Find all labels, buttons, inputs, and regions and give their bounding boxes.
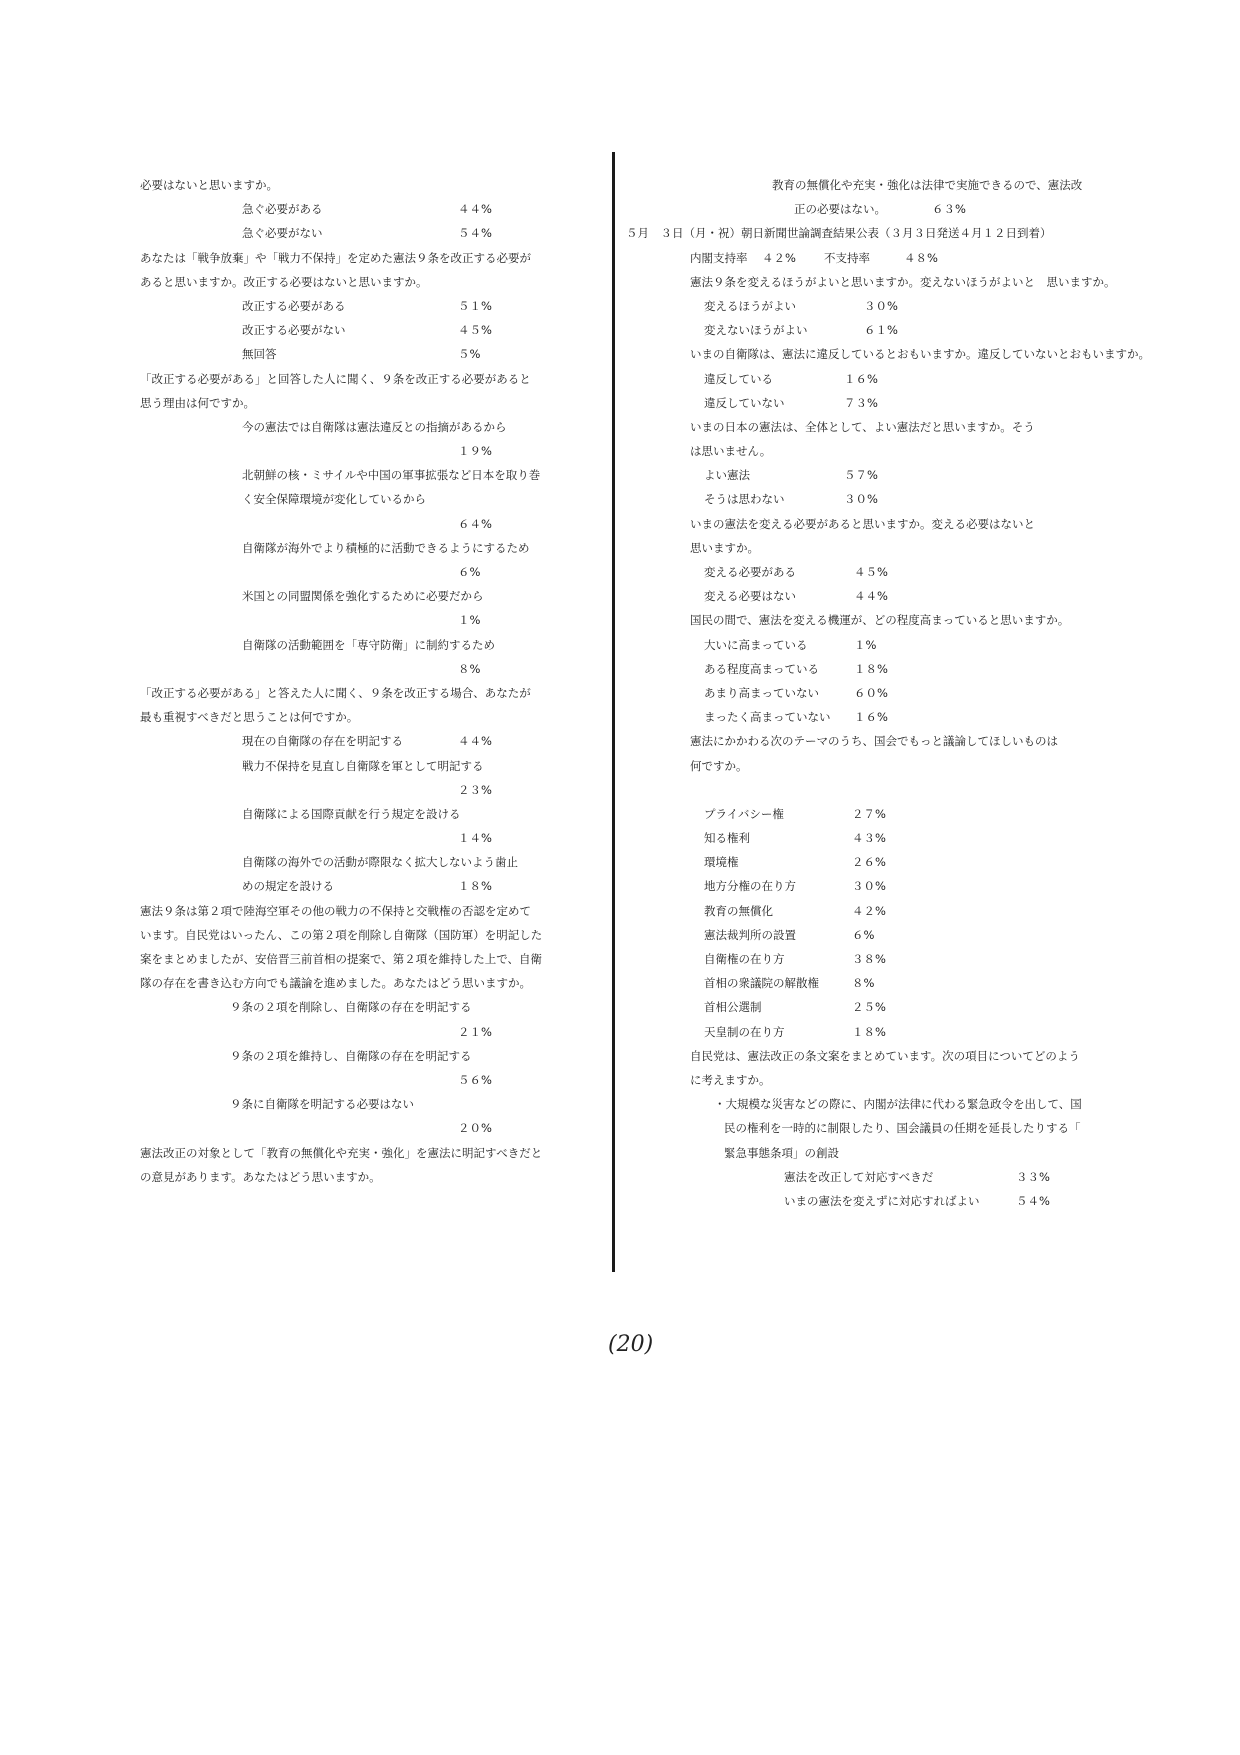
- question-text: いまの自衛隊は、憲法に違反しているとおもいますか。違反していないとおもいますか。: [690, 347, 1150, 362]
- answer-row: [632, 197, 1182, 221]
- answer-label: 憲法裁判所の設置: [704, 927, 796, 942]
- answer-row: [632, 802, 1182, 826]
- answer-percent: ５%: [458, 347, 481, 362]
- answer-row: [140, 318, 610, 342]
- answer-label: 不支持率: [824, 250, 870, 265]
- answer-label: 改正する必要がない: [242, 323, 346, 338]
- answer-percent: ６０%: [854, 685, 888, 700]
- item-text: ・大規模な災害などの際に、内閣が法律に代わる緊急政令を出して、国: [714, 1097, 1082, 1112]
- answer-percent: ６１%: [864, 323, 898, 338]
- question-text: 必要はないと思いますか。: [140, 178, 278, 192]
- question-text: の意見があります。あなたはどう思いますか。: [140, 1169, 381, 1184]
- answer-percent: ５４%: [458, 226, 492, 241]
- answer-label: 無回答: [242, 347, 277, 362]
- answer-label: ９条に自衛隊を明記する必要はない: [230, 1097, 414, 1112]
- answer-label: 自衛権の在り方: [704, 952, 785, 966]
- answer-label: あまり高まっていない: [704, 685, 819, 700]
- answer-percent: １４%: [458, 831, 492, 846]
- answer-percent: １%: [458, 613, 481, 628]
- answer-percent: １６%: [854, 710, 888, 725]
- answer-percent: ３３%: [1016, 1169, 1050, 1184]
- question-text: 思う理由は何ですか。: [140, 395, 255, 410]
- answer-label: よい憲法: [704, 468, 750, 483]
- question-text: に考えますか。: [690, 1072, 771, 1087]
- answer-percent: ２５%: [852, 1000, 886, 1015]
- answer-percent: ３０%: [864, 298, 898, 313]
- answer-label: 急ぐ必要がある: [242, 202, 323, 217]
- answer-label: 自衛隊が海外でより積極的に活動できるようにするため: [242, 540, 530, 555]
- answer-percent: ５１%: [458, 298, 492, 313]
- answer-percent: ５７%: [844, 468, 878, 483]
- answer-row: [632, 584, 1182, 608]
- answer-label: 大いに高まっている: [704, 637, 808, 652]
- answer-percent: ４２%: [762, 250, 796, 265]
- question-text: 国民の間で、憲法を変える機運が、どの程度高まっていると思いますか。: [690, 613, 1070, 628]
- answer-percent: ８%: [458, 661, 481, 676]
- answer-row: [140, 197, 610, 221]
- answer-percent: ３８%: [852, 952, 886, 966]
- answer-percent: ２０%: [458, 1121, 492, 1136]
- answer-percent: ４４%: [458, 202, 492, 217]
- answer-label: めの規定を設ける: [242, 879, 334, 894]
- answer-label: 正の必要はない。: [794, 202, 886, 217]
- answer-row: [632, 923, 1182, 947]
- answer-percent: １９%: [458, 444, 492, 459]
- answer-percent: ３０%: [852, 879, 886, 894]
- answer-percent: ５６%: [458, 1072, 492, 1087]
- answer-label: 変える必要がある: [704, 565, 796, 579]
- answer-label: 教育の無償化: [704, 903, 773, 918]
- item-text: 民の権利を一時的に制限したり、国会議員の任期を延長したりする「: [724, 1121, 1081, 1136]
- answer-label: 地方分権の在り方: [704, 879, 796, 894]
- question-text: 何ですか。: [690, 758, 748, 773]
- answer-percent: ４２%: [852, 903, 886, 918]
- answer-label: そうは思わない: [704, 492, 785, 507]
- question-text: あなたは「戦争放棄」や「戦力不保持」を定めた憲法９条を改正する必要が: [140, 250, 531, 265]
- answer-row: [632, 318, 1182, 342]
- answer-row: [632, 391, 1182, 415]
- answer-label: 違反している: [704, 371, 773, 386]
- cabinet-row: [632, 246, 1182, 270]
- answer-percent: ６３%: [932, 202, 966, 217]
- answer-label: く安全保障環境が変化しているから: [242, 492, 426, 507]
- answer-percent: ６４%: [458, 516, 492, 531]
- answer-label: 現在の自衛隊の存在を明記する: [242, 734, 403, 749]
- answer-row: [632, 826, 1182, 850]
- answer-row: [632, 971, 1182, 995]
- answer-row: [632, 1165, 1182, 1189]
- answer-row: [632, 463, 1182, 487]
- answer-percent: ４５%: [854, 565, 888, 579]
- answer-percent: ４４%: [458, 734, 492, 749]
- answer-percent: １８%: [854, 661, 888, 676]
- answer-label: ある程度高まっている: [704, 661, 819, 676]
- question-text: は思いません。: [690, 444, 772, 459]
- spacer: [632, 778, 1182, 802]
- answer-row: [632, 899, 1182, 923]
- answer-label: まったく高まっていない: [704, 710, 831, 725]
- answer-row: [632, 657, 1182, 681]
- answer-label: 急ぐ必要がない: [242, 226, 323, 241]
- answer-label: プライバシー権: [704, 806, 784, 821]
- answer-percent: ２１%: [458, 1024, 492, 1039]
- answer-label: 憲法を改正して対応すべきだ: [784, 1169, 934, 1184]
- question-text: あると思いますか。改正する必要はないと思いますか。: [140, 274, 428, 289]
- answer-row: [632, 705, 1182, 729]
- answer-percent: ６%: [458, 565, 481, 579]
- answer-label: 自衛隊による国際貢献を行う規定を設ける: [242, 806, 461, 821]
- question-text: いまの憲法を変える必要があると思いますか。変える必要はないと: [690, 516, 1035, 531]
- answer-percent: ２６%: [852, 855, 886, 870]
- answer-label: 変えるほうがよい: [704, 298, 796, 313]
- answer-label: 教育の無償化や充実・強化は法律で実施できるので、憲法改: [772, 178, 1083, 192]
- answer-percent: ６%: [852, 927, 875, 942]
- answer-row: [632, 1189, 1182, 1213]
- question-text: 「改正する必要がある」と答えた人に聞く、９条を改正する場合、あなたが: [140, 685, 531, 700]
- answer-percent: ４５%: [458, 323, 492, 338]
- answer-row: [140, 221, 610, 245]
- answer-label: 改正する必要がある: [242, 298, 346, 313]
- question-text: 最も重視すべきだと思うことは何ですか。: [140, 710, 359, 725]
- answer-label: いまの憲法を変えずに対応すればよい: [784, 1193, 980, 1208]
- answer-percent: １８%: [458, 879, 492, 894]
- answer-row: [632, 995, 1182, 1019]
- answer-label: 自衛隊の活動範囲を「専守防衛」に制約するため: [242, 637, 495, 652]
- item-text: 緊急事態条項」の創設: [724, 1145, 839, 1160]
- answer-label: 米国との同盟関係を強化するために必要だから: [242, 589, 484, 604]
- answer-percent: ７３%: [844, 395, 878, 410]
- left-column: [140, 173, 610, 1189]
- answer-row: [632, 947, 1182, 971]
- answer-label: 戦力不保持を見直し自衛隊を軍として明記する: [242, 758, 484, 773]
- answer-percent: ５４%: [1016, 1193, 1050, 1208]
- answer-row: [632, 367, 1182, 391]
- question-text: 「改正する必要がある」と回答した人に聞く、９条を改正する必要があると: [140, 371, 531, 386]
- answer-label: 知る権利: [704, 831, 750, 846]
- answer-label: 違反していない: [704, 395, 785, 410]
- answer-percent: １６%: [844, 371, 878, 386]
- answer-row: [632, 850, 1182, 874]
- question-text: 憲法改正の対象として「教育の無償化や充実・強化」を憲法に明記すべきだと: [140, 1145, 543, 1160]
- answer-label: 自衛隊の海外での活動が際限なく拡大しないよう歯止: [242, 855, 518, 870]
- question-text: います。自民党はいったん、この第２項を削除し自衛隊（国防軍）を明記した: [140, 927, 543, 942]
- page-number: (20): [608, 1332, 654, 1357]
- answer-label: 変える必要はない: [704, 589, 796, 604]
- answer-percent: ３０%: [844, 492, 878, 507]
- question-text: 憲法９条を変えるほうがよいと思いますか。変えないほうがよいと 思いますか。: [690, 274, 1116, 289]
- answer-percent: ２７%: [852, 806, 886, 821]
- answer-row: [632, 294, 1182, 318]
- answer-row: [632, 633, 1182, 657]
- column-divider: [612, 152, 615, 1272]
- question-text: いまの日本の憲法は、全体として、よい憲法だと思いますか。そう: [690, 419, 1035, 434]
- answer-row: [632, 681, 1182, 705]
- answer-label: 北朝鮮の核・ミサイルや中国の軍事拡張など日本を取り巻: [242, 468, 541, 483]
- answer-label: 内閣支持率: [690, 250, 748, 265]
- answer-row: [632, 874, 1182, 898]
- answer-label: 変えないほうがよい: [704, 323, 808, 338]
- answer-percent: ４８%: [904, 250, 938, 265]
- answer-row: [140, 342, 610, 366]
- answer-label: ９条の２項を維持し、自衛隊の存在を明記する: [230, 1048, 472, 1063]
- answer-row: [140, 294, 610, 318]
- answer-label: 首相公選制: [704, 1000, 762, 1015]
- answer-label: 今の憲法では自衛隊は憲法違反との指摘があるから: [242, 419, 507, 434]
- question-text: 隊の存在を書き込む方向でも議論を進めました。あなたはどう思いますか。: [140, 976, 531, 991]
- answer-row: [140, 874, 610, 898]
- question-text: 案をまとめましたが、安倍晋三前首相の提案で、第２項を維持した上で、自衛: [140, 952, 543, 966]
- answer-percent: ４３%: [852, 831, 886, 846]
- answer-label: 環境権: [704, 855, 739, 870]
- answer-label: 天皇制の在り方: [704, 1024, 785, 1039]
- question-text: 憲法にかかわる次のテーマのうち、国会でもっと議論してほしいものは: [690, 734, 1058, 749]
- survey-header: ５月 ３日（月・祝）朝日新聞世論調査結果公表（３月３日発送４月１２日到着）: [626, 226, 1052, 241]
- question-text: 憲法９条は第２項で陸海空軍その他の戦力の不保持と交戦権の否認を定めて: [140, 903, 531, 918]
- answer-percent: １%: [854, 637, 877, 652]
- answer-label: 首相の衆議院の解散権: [704, 976, 819, 991]
- question-text: 思いますか。: [690, 540, 759, 555]
- answer-row: [632, 1020, 1182, 1044]
- answer-percent: ４４%: [854, 589, 888, 604]
- answer-row: [632, 560, 1182, 584]
- answer-row: [140, 729, 610, 753]
- question-text: 自民党は、憲法改正の条文案をまとめています。次の項目についてどのよう: [690, 1048, 1080, 1063]
- answer-percent: １８%: [852, 1024, 886, 1039]
- answer-row: [632, 487, 1182, 511]
- answer-label: ９条の２項を削除し、自衛隊の存在を明記する: [230, 1000, 472, 1015]
- answer-percent: ８%: [852, 976, 875, 991]
- answer-percent: ２３%: [458, 782, 492, 797]
- right-column: [626, 173, 1182, 1213]
